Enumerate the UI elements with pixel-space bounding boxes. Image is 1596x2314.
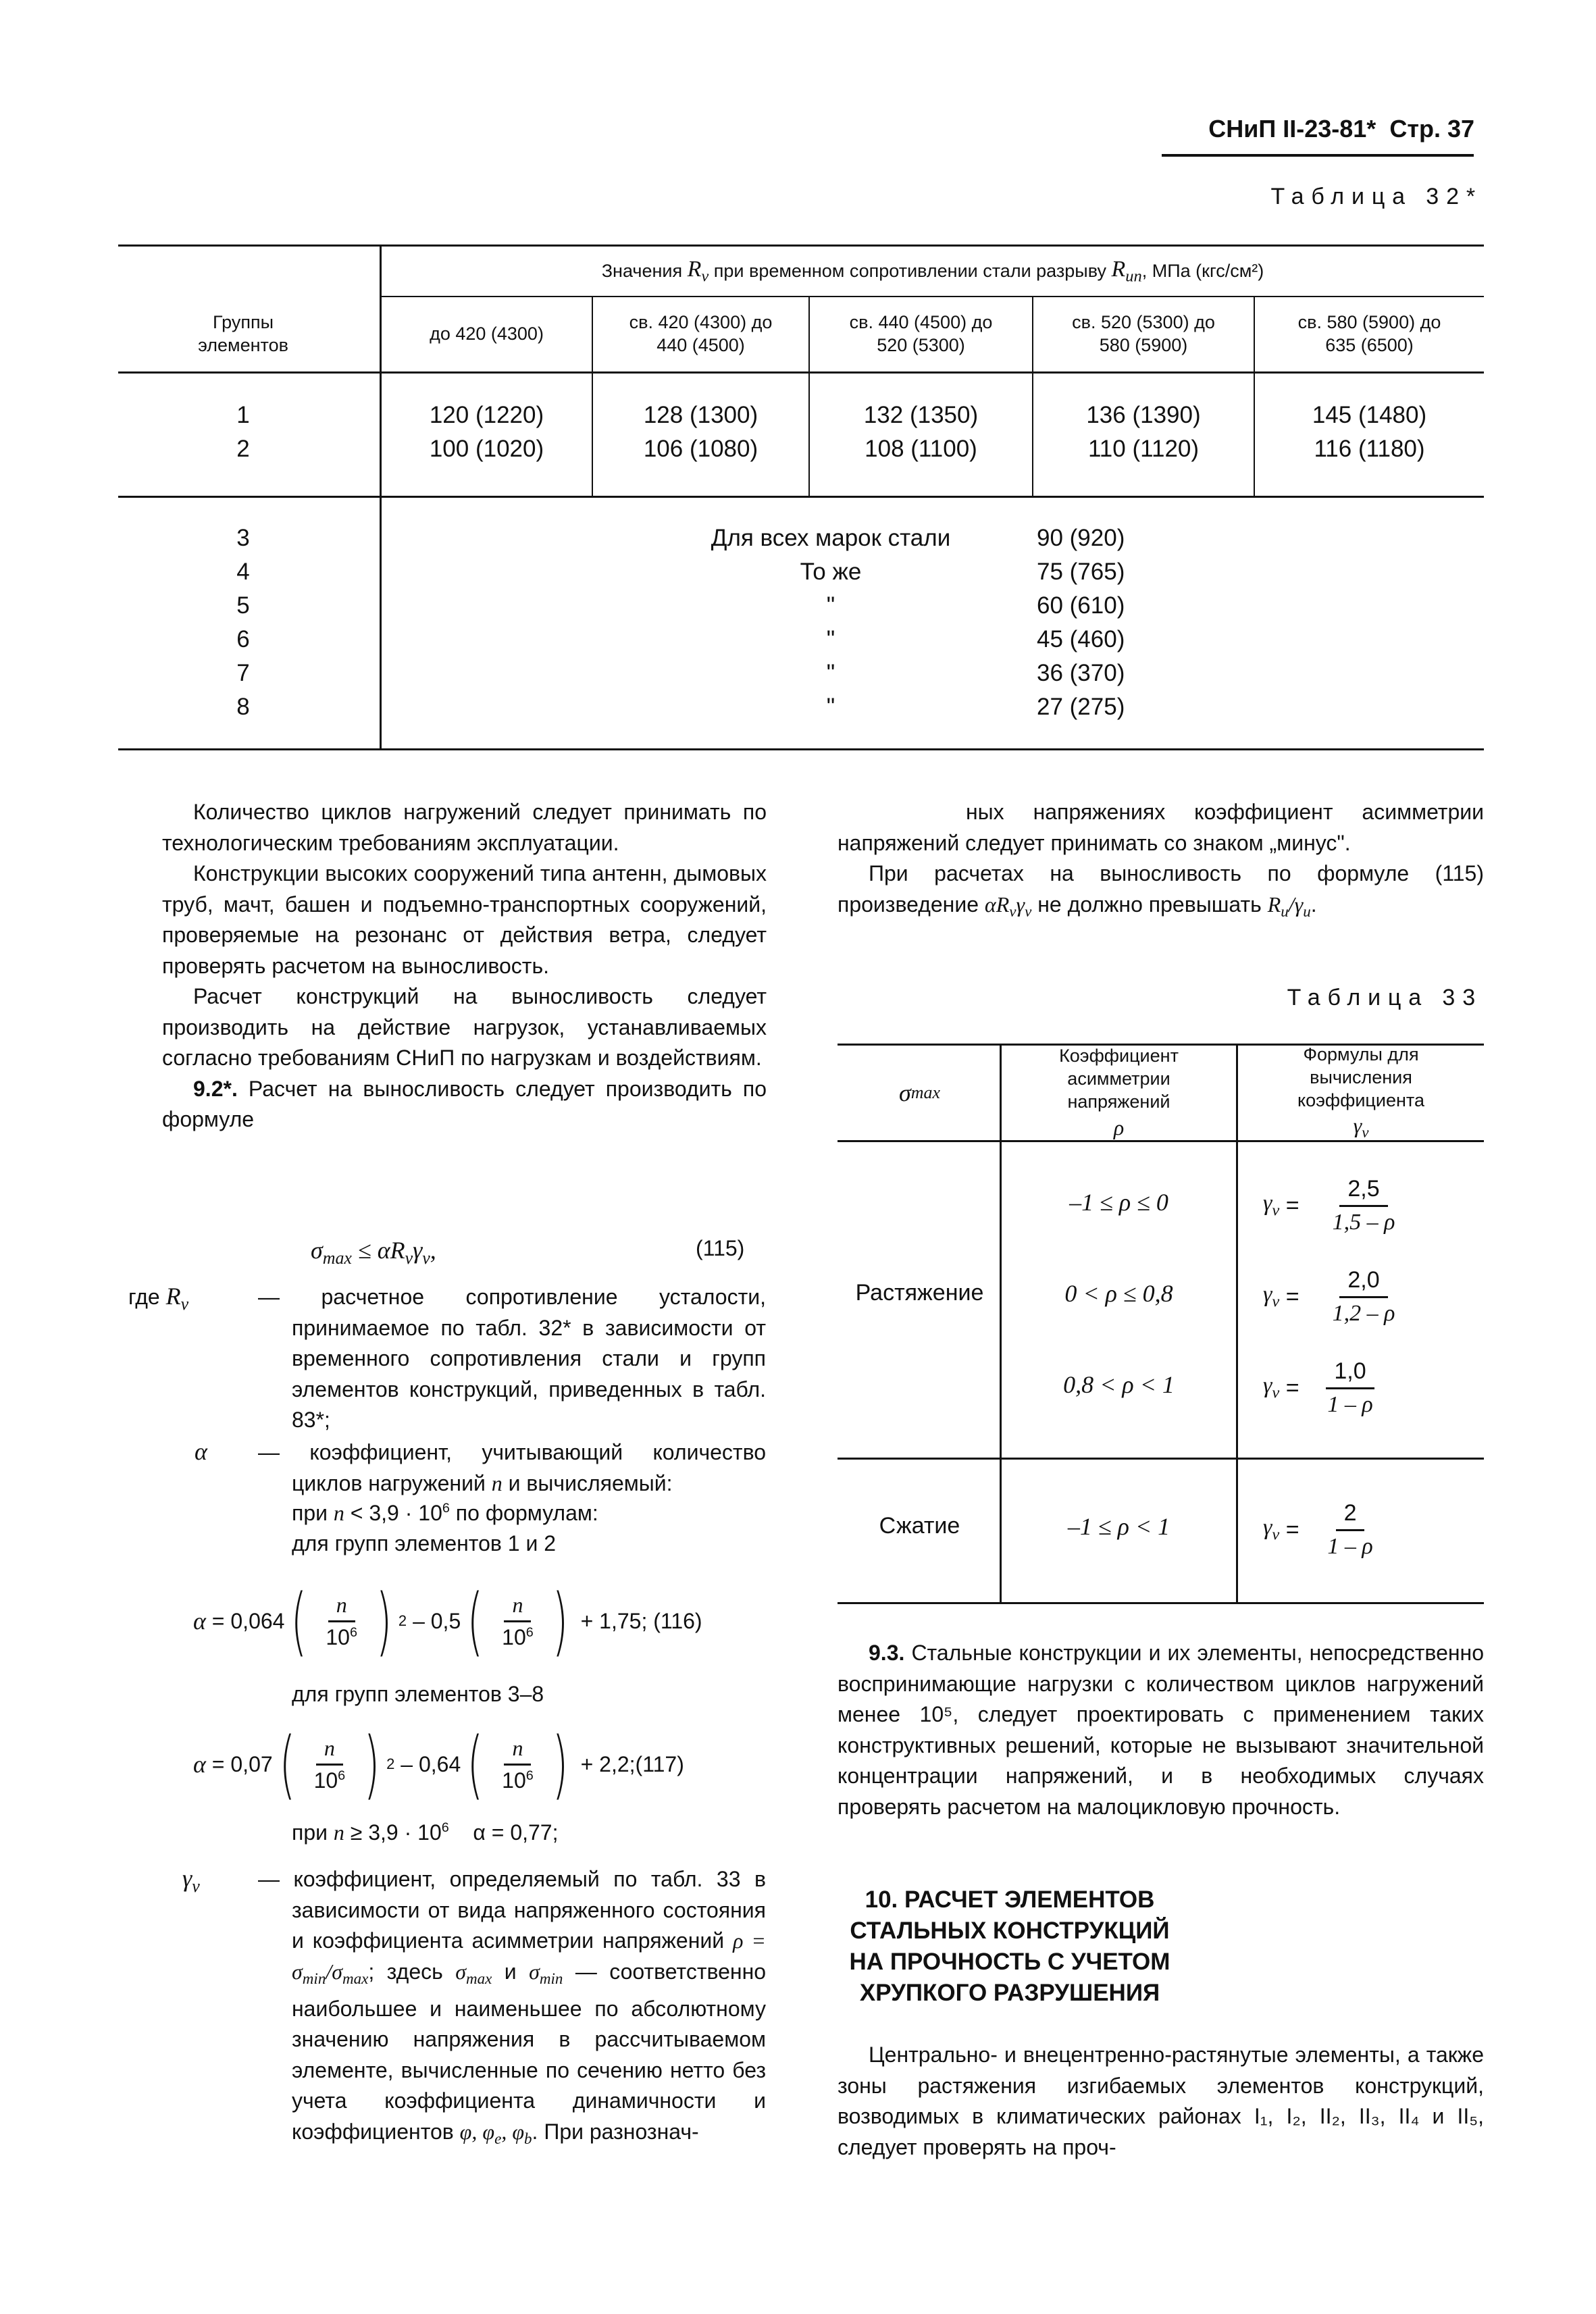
t33-line-bottom <box>838 1602 1484 1604</box>
right-p4-block <box>838 2040 1484 2163</box>
right-p4: Центрально- и внецентренно-растянутые элементы, а также зоны растяжения изгибаемых элементов конструкций, возводимых в климатических районах I₁, I₂, II₂, II₃, II₄ и II₅, следует проверять на проч- <box>838 2042 1484 2159</box>
left-p3: Расчет конструкций на выносливость следует производить на действие нагрузок, устанавливаемых согласно требованиям СНиП по нагрузкам и воздействиям. <box>162 984 767 1070</box>
right-p2: При расчетах на выносливость по формуле (115) произведение $\alpha R_v\gamma_v$ не должно превышать $R_u/\gamma_u$. <box>838 861 1484 920</box>
t32-row2-v3: 110 (1120) <box>1087 436 1200 463</box>
right-p3: 9.3. Стальные конструкции и их элементы, непосредственно воспринимающие нагрузки с количеством циклов нагружений менее 10⁵, следует проектировать с применением таких конструктивных решений, которые не вызывают значительной концентрации напряжений, и в необходимых случаях проверять расчетом на малоцикловую прочность. <box>838 1641 1485 1819</box>
t33-col-sigma: σ max <box>899 1079 940 1106</box>
t32-range-2: св. 440 (4500) до 520 (5300) <box>849 312 993 355</box>
t32-values-3-8: 90 (920) 75 (765) 60 (610) 45 (460) 36 (370) 27 (275) <box>1037 525 1125 720</box>
t33-formula-3: $\gamma_v$ = $\frac{1,0}{1 - \rho}$ <box>1263 1358 1373 1417</box>
where-label: где $R_v$ <box>128 1283 189 1314</box>
t33-col-formula: Формулы для вычисления коэффициента $\gamma_v$ <box>1297 1044 1424 1141</box>
t32-col-groups: Группы элементов <box>198 312 288 355</box>
t32-row1-v4: 145 (1480) <box>1312 402 1427 429</box>
t32-row2-v0: 100 (1020) <box>429 436 544 463</box>
t32-row2-v4: 116 (1180) <box>1314 436 1425 463</box>
def-gamma: — коэффициент, определяемый по табл. 33 в зависимости от вида напряженного состояния и коэффициента асимметрии напряжений $\rho = \sigma_{min}/\sigma_{max}$; здесь $\sigma_{max}$ и $\sigma_{min}$ — соответственно наибольшее и наименьшее по абсолютному значению напряжения в рассчитываемом элементе, вычисленные по сечению нетто без учета коэффициента динамичности и коэффициентов φ, $\varphi_e$, $\varphi_b$. При разнознач- <box>258 1867 767 2147</box>
formula-115: $\sigma_{max} \le \alpha R_v\gamma_v$, <box>311 1237 436 1268</box>
t32-row2-v1: 106 (1080) <box>643 436 758 463</box>
alpha-symbol: α <box>195 1438 207 1465</box>
t33-formula-4: $\gamma_v$ = $\frac{2}{1 - \rho}$ <box>1263 1500 1373 1559</box>
def-alpha: — коэффициент, учитывающий количество циклов нагружений n и вычисляемый: <box>258 1440 766 1495</box>
t32-row1-v1: 128 (1300) <box>643 402 758 429</box>
t33-range-4: –1 ≤ ρ < 1 <box>1067 1512 1170 1540</box>
formula-115-number: (115) <box>696 1236 745 1260</box>
t32-row1-group: 1 <box>236 402 250 429</box>
t32-row2-v2: 108 (1100) <box>865 436 977 463</box>
when-ge: при $n \ge 3,9 \cdot 10^6$ α = 0,77; <box>292 1820 559 1845</box>
header-code: СНиП II-23-81* <box>1208 115 1376 143</box>
right-p3-block <box>838 1638 1484 1822</box>
t33-col-rho: Коэффициент асимметрии напряжений ρ <box>1059 1046 1179 1139</box>
when-lt: при $n < 3,9 \cdot 10^6$ по формулам: <box>292 1501 598 1525</box>
section-10-heading: 10. РАСЧЕТ ЭЛЕМЕНТОВ СТАЛЬНЫХ КОНСТРУКЦИЙ НА ПРОЧНОСТЬ С УЧЕТОМ ХРУПКОГО РАЗРУШЕНИЯ <box>849 1886 1170 2006</box>
t33-formula-2: $\gamma_v$ = $\frac{2,0}{1,2 - \rho}$ <box>1263 1267 1395 1326</box>
gamma-symbol: $\gamma_v$ <box>182 1865 200 1896</box>
formula-116: α = 0,064 ( $\frac{n}{10^6}$ ) 2 – 0,5 ( $\frac{n}{10^6}$ ) + 1,75; (116) <box>193 1578 702 1664</box>
table33-title: Таблица 33 <box>1287 985 1483 1010</box>
t33-formula-1: $\gamma_v$ = $\frac{2,5}{1,5 - \rho}$ <box>1263 1176 1395 1235</box>
table32-title: Таблица 32* <box>1270 184 1483 209</box>
t33-range-2: 0 < ρ ≤ 0,8 <box>1064 1279 1173 1307</box>
right-p1: ных напряжениях коэффициент асимметрии напряжений следует принимать со знаком „минус". <box>838 800 1484 855</box>
t32-row1-v0: 120 (1220) <box>429 402 544 429</box>
t32-range-0: до 420 (4300) <box>430 324 544 344</box>
left-p2: Конструкции высоких сооружений типа антенн, дымовых труб, мачт, башен и подъемно-транспортных сооружений, проверяемые на резонанс от действия ветра, следует проверять расчетом на выносливость. <box>162 861 767 978</box>
t32-range-1: св. 420 (4300) до 440 (4500) <box>629 312 773 355</box>
t33-line-head <box>838 1140 1484 1142</box>
t32-range-3: св. 520 (5300) до 580 (5900) <box>1072 312 1215 355</box>
t33-range-1: –1 ≤ ρ ≤ 0 <box>1069 1188 1168 1216</box>
header-page: Стр. 37 <box>1389 115 1474 143</box>
t32-row1-v3: 136 (1390) <box>1086 402 1201 429</box>
def-r-v: — расчетное сопротивление усталости, принимаемое по табл. 32* в зависимости от временного сопротивления стали и групп элементов конструкций, приведенных в табл. 83*; <box>258 1285 766 1432</box>
t33-line-mid <box>838 1458 1484 1460</box>
t33-compression: Сжатие <box>879 1513 960 1539</box>
t32-groups-3-8: 3 4 5 6 7 8 <box>236 525 250 720</box>
t32-row2-group: 2 <box>236 436 250 463</box>
t32-range-4: св. 580 (5900) до 635 (6500) <box>1297 312 1441 355</box>
t32-row1-v2: 132 (1350) <box>863 402 979 429</box>
t32-labels-3-8: Для всех марок стали То же " " " " <box>711 525 951 720</box>
t33-range-3: 0,8 < ρ < 1 <box>1063 1370 1175 1398</box>
groups-3-8: для групп элементов 3–8 <box>292 1682 544 1706</box>
t32-span-header: Значения $R_v$ при временном сопротивлении стали разрыву $R_{un}$ , МПа (кгс/см²) <box>601 257 1264 286</box>
left-p4: 9.2*. Расчет на выносливость следует производить по формуле <box>162 1076 767 1131</box>
left-p1: Количество циклов нагружений следует принимать по технологическим требованиям эксплуатации. <box>162 800 767 855</box>
formula-117: α = 0,07 ( $\frac{n}{10^6}$ ) 2 – 0,64 ( $\frac{n}{10^6}$ ) + 2,2; (117) <box>193 1721 684 1807</box>
groups-1-2: для групп элементов 1 и 2 <box>292 1531 557 1555</box>
t33-tension: Растяжение <box>855 1280 984 1306</box>
